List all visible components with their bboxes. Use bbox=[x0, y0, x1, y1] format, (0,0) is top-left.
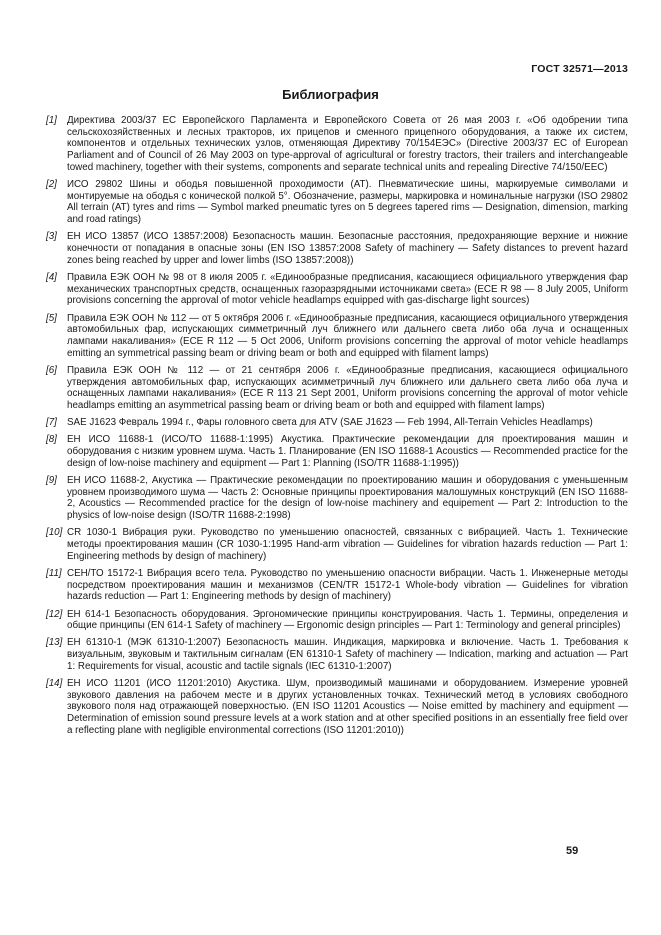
reference-item bbox=[46, 475, 628, 522]
bibliography-list bbox=[46, 115, 628, 742]
reference-number: [14] bbox=[46, 678, 63, 690]
reference-text: ЕН 61310-1 (МЭК 61310-1:2007) Безопасность машин. Индикация, маркировка и включение. Часть 1. Требования к визуальным, звуковым и тактильным сигналам (EN 61310-1 Safety of machinery — Indication, marking and actuation — Part 1: Requirements for visual, acoustic and tactile signals (IEC 61310-1:2007) bbox=[67, 637, 628, 672]
reference-item bbox=[46, 231, 628, 266]
reference-text: ЕН ИСО 13857 (ИСО 13857:2008) Безопасность машин. Безопасные расстояния, предохраняющие верхние и нижние конечности от попадания в опасные зоны (EN ISO 13857:2008 Safety of machinery — Safety distances to prevent hazard zones being reached by upper and lower limbs (ISO 13857:2008)) bbox=[67, 231, 628, 266]
reference-text: ЕН ИСО 11688-1 (ИСО/ТО 11688-1:1995) Акустика. Практические рекомендации для проектирования машин и оборудования с низким уровнем шума. Часть 1. Планирование (EN ISO 11688-1 Acoustics — Recommended practice for the design of low-noise machinery and equipment — Part 1: Planning (ISO/TR 11688-1:1995)) bbox=[67, 434, 628, 469]
reference-item bbox=[46, 313, 628, 360]
reference-item bbox=[46, 365, 628, 412]
reference-number: [6] bbox=[46, 364, 57, 376]
reference-number: [13] bbox=[46, 637, 63, 649]
reference-number: [10] bbox=[46, 527, 63, 539]
reference-text: СЕН/ТО 15172-1 Вибрация всего тела. Руководство по уменьшению опасности вибрации. Часть 1. Инженерные методы посредством проектирования машин и механизмов (CEN/TR 15172-1 Whole-body vibration — Guidelines for vibration hazards reduction — Part 1: Engineering methods by design of machinery) bbox=[67, 567, 628, 603]
doc-standard-number: ГОСТ 32571—2013 bbox=[531, 63, 628, 75]
reference-number: [11] bbox=[46, 567, 62, 579]
reference-item bbox=[46, 527, 628, 562]
reference-item bbox=[46, 434, 628, 469]
reference-number: [2] bbox=[46, 179, 57, 191]
reference-item bbox=[46, 637, 628, 672]
reference-text: ЕН ИСО 11688-2, Акустика — Практические рекомендации по проектированию машин и оборудования с уменьшенным уровнем производимого шума — Часть 2: Основные принципы проектирования малошумных конструкций (EN ISO 11688-2, Acoustics — Recommended practice for the design of low-noise machinery and equipement — Part 2: Introduction to the physics of low-noise design (ISO/TR 11688-2:1998) bbox=[67, 474, 628, 522]
section-title: Библиография bbox=[282, 87, 379, 102]
reference-number: [7] bbox=[46, 417, 57, 429]
reference-item bbox=[46, 568, 628, 603]
reference-number: [8] bbox=[46, 434, 57, 446]
reference-item bbox=[46, 609, 628, 632]
reference-number: [3] bbox=[46, 231, 57, 243]
reference-text: ИСО 29802 Шины и ободья повышенной проходимости (АТ). Пневматические шины, маркируемые символами и монтируемые на ободья с конической полкой 5°. Обозначение, размеры, маркировка и номинальные нагрузки (ISO 29802 All terrain (AT) tyres and rims — Symbol marked pneumatic tyres on 5 degrees tapered rims — Designation, dimension, marking and road ratings) bbox=[67, 179, 628, 226]
reference-number: [4] bbox=[46, 271, 57, 283]
reference-text: ЕН ИСО 11201 (ИСО 11201:2010) Акустика. Шум, производимый машинами и оборудованием. Измерение уровней звукового давления на рабочем месте и в других установленных точках. Технический метод в условиях свободного звукового поля над отражающей поверхностью. (EN ISO 11201 Acoustics — Noise emitted by machinery and equipment — Determination of emission sound pressure levels at a work station and at other specified positions in an essentially free field over a reflecting plane with negligible environmental corrections (ISO 11201:2010)) bbox=[67, 678, 628, 736]
reference-number: [5] bbox=[46, 312, 57, 324]
reference-item bbox=[46, 179, 628, 226]
reference-item bbox=[46, 115, 628, 174]
reference-item bbox=[46, 678, 628, 737]
reference-number: [9] bbox=[46, 474, 57, 486]
reference-text: SAE J1623 Февраль 1994 г., Фары головного света для ATV (SAE J1623 — Feb 1994, All-Terrain Vehicles Headlamps) bbox=[67, 417, 593, 429]
reference-text: Правила ЕЭК ООН № 98 от 8 июля 2005 г. «Единообразные предписания, касающиеся официального утверждения фар механических транспортных средств, оснащенных газоразрядными источниками света» (ECE R 98 — 8 July 2005, Uniform provisions concerning the approval of motor vehicle headlamps equipped with gas-discharge light sources) bbox=[67, 271, 628, 307]
reference-text: Правила ЕЭК ООН № 112 — от 21 сентября 2006 г. «Единообразные предписания, касающиеся официального утверждения автомобильных фар, испускающих асимметричный луч ближнего или дальнего света либо оба луча и оснащенных лампами накаливания» (ECE R 113 21 Sept 2001, Uniform provisions concerning the approval of motor vehicle headlamps emitting an asymmetrical passing beam or driving beam or both and equipped with filament lamps) bbox=[67, 364, 628, 411]
reference-number: [1] bbox=[46, 115, 57, 126]
reference-number: [12] bbox=[46, 608, 63, 620]
reference-text: Директива 2003/37 ЕС Европейского Парламента и Европейского Совета от 26 мая 2003 г. «Об одобрении типа сельскохозяйственных и лесных тракторов, их прицепов и сменного прицепного оборудования, а также их систем, компонентов и отдельных технических узлов, отменяющая Директиву 70/154ЕЭС» (Directive 2003/37 EC of European Parliament and of Council of 26 May 2003 on type-approval of agricultural or forestry tractors, their trailers and interchangeable towed machinery, together with their systems, components and separate technical units and repealing Directive 74/150/EEC) bbox=[67, 115, 628, 173]
reference-text: CR 1030-1 Вибрация руки. Руководство по уменьшению опасностей, связанных с вибрацией. Часть 1. Технические методы проектирования машин (CR 1030-1:1995 Hand-arm vibration — Guidelines for vibration hazards reduction — Part 1: Engineering methods by design of machinery) bbox=[67, 527, 628, 562]
page-number: 59 bbox=[566, 845, 579, 857]
reference-text: ЕН 614-1 Безопасность оборудования. Эргономические принципы конструирования. Часть 1. Термины, определения и общие принципы (EN 614-1 Safety of machinery — Ergonomic design principles — Part 1: Terminology and general principles) bbox=[67, 608, 628, 632]
reference-item bbox=[46, 417, 628, 429]
reference-text: Правила ЕЭК ООН № 112 — от 5 октября 2006 г. «Единообразные предписания, касающиеся официального утверждения автомобильных фар, испускающих симметричный луч ближнего или дальнего света либо оба луча и оснащенных лампами накаливания» (ECE R 112 — 5 Oct 2006, Uniform provisions concerning the approval of motor vehicle headlamps emitting an symmetrical passing beam or driving beam or both and equipped with filament lamps) bbox=[67, 312, 628, 359]
reference-item bbox=[46, 272, 628, 307]
